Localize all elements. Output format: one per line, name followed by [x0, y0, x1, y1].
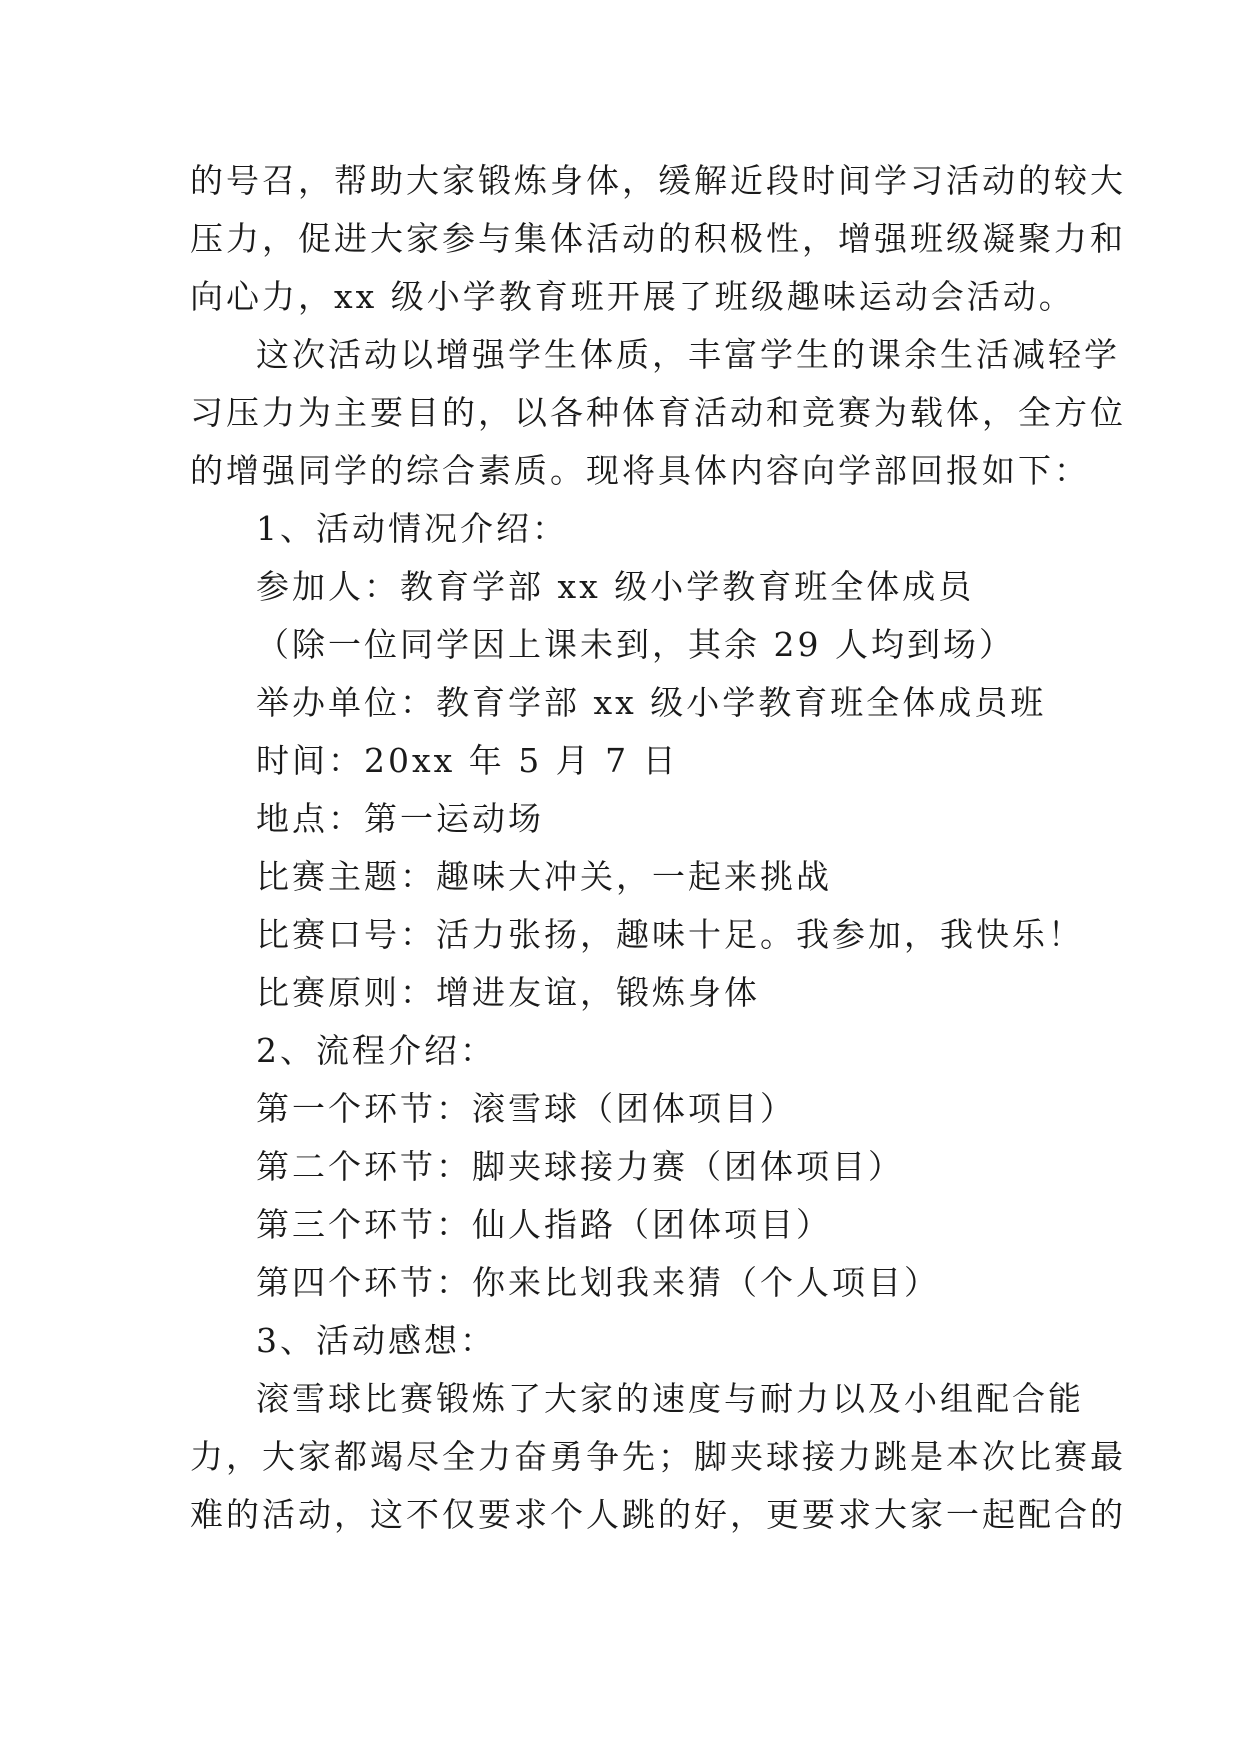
info-organizer: 举办单位：教育学部 xx 级小学教育班全体成员班	[256, 683, 1047, 722]
paragraph-line	[190, 268, 1075, 326]
info-location: 地点：第一运动场	[256, 799, 544, 838]
section-heading: 2、流程介绍：	[256, 1031, 496, 1070]
process-step: 第四个环节：你来比划我来猜（个人项目）	[256, 1263, 940, 1302]
paragraph-text: 的号召，帮助大家锻炼身体，缓解近段时间学习活动的较大	[190, 161, 1126, 200]
process-step: 第一个环节：滚雪球（团体项目）	[256, 1089, 796, 1128]
info-slogan: 比赛口号：活力张扬，趣味十足。我参加，我快乐！	[256, 915, 1084, 954]
section-heading: 3、活动感想：	[256, 1321, 496, 1360]
process-step: 第三个环节：仙人指路（团体项目）	[256, 1205, 832, 1244]
paragraph-text: 的增强同学的综合素质。现将具体内容向学部回报如下：	[190, 451, 1090, 490]
process-step: 第二个环节：脚夹球接力赛（团体项目）	[256, 1147, 904, 1186]
paragraph-line	[190, 326, 1120, 384]
paragraph-line	[190, 210, 1126, 268]
paragraph-text: 压力，促进大家参与集体活动的积极性，增强班级凝聚力和	[190, 219, 1126, 258]
paragraph-line	[190, 442, 1090, 500]
paragraph-line	[190, 1370, 1084, 1428]
section-heading: 1、活动情况介绍：	[256, 509, 568, 548]
paragraph-text: 习压力为主要目的，以各种体育活动和竞赛为载体，全方位	[190, 393, 1126, 432]
paragraph-line	[190, 1486, 1126, 1544]
paragraph-text: 难的活动，这不仅要求个人跳的好，更要求大家一起配合的	[190, 1495, 1126, 1534]
info-date: 时间：20xx 年 5 月 7 日	[256, 741, 679, 780]
info-participants: 参加人：教育学部 xx 级小学教育班全体成员	[256, 567, 975, 606]
paragraph-text: 力，大家都竭尽全力奋勇争先；脚夹球接力跳是本次比赛最	[190, 1437, 1126, 1476]
paragraph-line	[190, 1428, 1126, 1486]
paragraph-text: 滚雪球比赛锻炼了大家的速度与耐力以及小组配合能	[256, 1379, 1084, 1418]
paragraph-text: 向心力，xx 级小学教育班开展了班级趣味运动会活动。	[190, 277, 1075, 316]
info-attendance-note: （除一位同学因上课未到，其余 29 人均到场）	[256, 625, 1015, 664]
document-body	[190, 152, 1126, 1544]
info-principle: 比赛原则：增进友谊，锻炼身体	[256, 973, 760, 1012]
paragraph-line	[190, 152, 1126, 210]
paragraph-text: 这次活动以增强学生体质，丰富学生的课余生活减轻学	[256, 335, 1120, 374]
paragraph-line	[190, 384, 1126, 442]
info-theme: 比赛主题：趣味大冲关，一起来挑战	[256, 857, 832, 896]
